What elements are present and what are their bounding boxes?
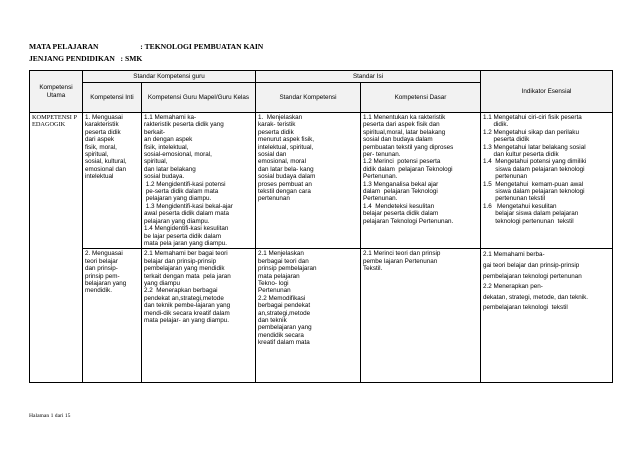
cell-line: 1.3 Menganalisa bekal ajar [363,180,439,188]
cell-line: sosial dan budaya dalam [363,136,433,144]
cell-line: pembuatan tekstil yang diproses [363,143,454,151]
cell-line: 1.2 Mengidentifi-kasi potensi [144,180,226,188]
cell-line: belajar peserta didik dalam [363,210,439,218]
cell-line: karakteristik [85,121,119,129]
cell-line: an dengan aspek [144,136,193,144]
cell-line: berbagai pendekat [258,302,311,310]
cell-line: fisik, intelektual, [144,143,189,151]
cell-line: pembelajaran teknologi tekstil [483,304,568,312]
cell-line: pe-serta didik dalam mata [144,188,219,196]
kompetensi-guru-cell [142,113,256,249]
header-indikator-esensial: Indikator Esensial [481,71,613,113]
cell-line: 1.1 Mengetahui ciri-ciri fisik peserta [483,114,582,121]
cell-line: Tekno- logi [258,279,289,287]
cell-line: intelektual, spiritual, [258,143,314,151]
cell-line: peserta didik [85,128,121,136]
cell-line: Pertenunan. [363,195,398,203]
standar-kompetensi-cell [256,113,361,249]
cell-line: sosial, kultural, [85,158,127,166]
cell-line: pertenunan [483,173,528,181]
cell-line: spiritual, [144,158,168,166]
cell-line: 1.3 Mengidentifi-kasi bekal-ajar [144,202,233,210]
cell-line: 1. Menguasai [85,114,123,121]
cell-line: pendekat an,strategi,metode [144,294,224,302]
cell-line: menurut aspek fisik, [258,136,315,144]
header-kompetensi-guru-mapel: Kompetensi Guru Mapel/Guru Kelas [142,83,256,113]
cell-line: 2.1 Memahami ber bagai teori [144,250,228,258]
level-heading: JENJANG PENDIDIKAN : SMK [29,54,143,63]
cell-line: mendi-dik secara kreatif dalam [144,309,230,317]
cell-line: proses pembuat an [258,180,312,188]
cell-line: pembe lajaran Pertenunan [363,257,438,265]
cell-line: siswa dalam pelajaran teknologi [483,165,585,173]
subject-heading: MATA PELAJARAN : TEKNOLOGI PEMBUATAN KAIN [29,42,264,51]
header-kompetensi-dasar: Kompetensi Dasar [361,83,481,113]
cell-line: pelajaran Teknologi Pertenunan. [363,217,454,225]
cell-line: pertenunan [258,195,290,203]
cell-line: 1.1 Menentukan ka rakteristik [363,114,446,121]
cell-line: yang diampu [144,279,181,287]
cell-line: dan prinsip- [85,265,118,273]
kompetensi-dasar-cell [361,113,481,249]
cell-line: 1. Menjelaskan [258,114,303,121]
cell-line: dekatan, strategi, metode, dan teknik. [483,293,589,301]
cell-line: belajar dan prinsip-prinsip [144,257,217,265]
cell-line: 1.4 Mengetahui potensi yang dimiliki [483,158,587,166]
cell-line: didik. [483,121,509,129]
cell-line: spiritual, [85,151,109,159]
header-kompetensi-inti: Kompetensi Inti [83,83,142,113]
header-standar-kompetensi-guru: Standar Kompetensi guru [83,71,256,83]
cell-line: belajaran yang [85,279,127,287]
table-row [30,113,613,249]
cell-line: sosial-emosional, moral, [144,151,212,159]
cell-line: an,strategi,metode [258,309,311,317]
cell-line: pembelajaran yang [258,324,312,332]
cell-line: prinsip pem- [85,272,120,280]
cell-line: emosional, moral [258,158,306,166]
cell-line: 2. Menguasai [85,250,123,258]
cell-line: emosional dan [85,165,126,173]
header-standar-isi: Standar Isi [256,71,481,83]
cell-line: terkait dengan mata pela jaran [144,272,231,280]
header-kompetensi-utama: Kompetensi Utama [30,71,83,113]
page-number: Halaman 1 dari 15 [29,413,71,419]
cell-line: 1.4 Mendeteksi kesulitan [363,202,435,210]
cell-line: teori belajar [85,257,118,265]
cell-line: 1.6 Mengetahui kesulitan [483,202,557,210]
cell-line: tekstil dengan cara [258,188,311,196]
cell-line: sosial budaya dalam [258,173,316,181]
table-row [30,249,613,383]
kompetensi-utama-cell: KOMPETENSI PEDAGOGIK [30,113,83,383]
cell-line: kreatif dalam mata [258,339,310,347]
cell-line: dan teknik [258,316,287,324]
cell-line: karak- teristik [258,121,296,129]
cell-line: mata pelajar- an yang diampu. [144,316,230,324]
cell-line: sosial dan [258,151,287,159]
cell-line: peserta didik [258,128,294,136]
cell-line: Tekstil. [363,265,383,273]
cell-line: 1.3 Mengetahui latar belakang sosial [483,143,586,151]
cell-line: dan latar bela- kang [258,165,314,173]
cell-line: berbagai teori dan [258,257,309,265]
cell-line: awal peserta didik dalam mata [144,210,230,218]
cell-line: dari aspek [85,136,115,144]
cell-line: peserta dari aspek fisik dan [363,121,440,129]
cell-line: mata pelajaran [258,272,300,280]
cell-line: 1.2 Mengetahui sikap dan perilaku [483,128,579,136]
cell-line: pembelajaran teknologi pertenunan [483,272,582,280]
cell-line: rakteristik peserta didik yang [144,121,224,129]
kompetensi-dasar-cell [361,249,481,383]
kompetensi-inti-cell [83,113,142,249]
curriculum-table [29,70,613,383]
header-standar-kompetensi: Standar Kompetensi [256,83,361,113]
cell-line: sosial budaya. [144,173,185,181]
cell-line: siswa dalam pelajaran teknologi [483,188,585,196]
cell-line: berkait- [144,128,165,136]
cell-line: 1.4 Mengidentifi-kasi kesulitan [144,225,229,233]
cell-line: didik dalam pelajaran Teknologi [363,165,453,173]
cell-line: dalam pelajaran Teknologi [363,188,438,196]
cell-line: pertenunan tekstil [483,195,545,203]
cell-line: fisik, moral, [85,143,117,151]
cell-line: 2.1 Merinci teori dan prinsip [363,250,441,258]
cell-line: 1.1 Memahami ka- [144,114,197,121]
cell-line: Pertenunan [258,287,291,295]
cell-line: belajar siswa dalam pelajaran [483,210,579,218]
indikator-cell [481,113,613,249]
cell-line: peserta didik [483,136,530,144]
cell-line: be lajar peserta didik dalam [144,232,222,240]
cell-line: gai teori belajar dan prinsip-prinsip [483,261,580,269]
cell-line: pembelajaran yang mendidik [144,265,225,273]
kompetensi-inti-cell [83,249,142,383]
cell-line: dan kultur peserta didik [483,151,559,159]
kompetensi-guru-cell [142,249,256,383]
cell-line: teknologi pertenunan tekstil [483,217,574,225]
cell-line: mata pela jaran yang diampu. [144,239,227,247]
cell-line: pelajaran yang diampu. [144,195,212,203]
cell-line: mendidik secara [258,331,304,339]
cell-line: 2.1 Menjelaskan [258,250,304,258]
cell-line: mendidik. [85,287,112,295]
cell-line: prinsip pembelajaran [258,265,317,273]
cell-line: spiritual,moral, latar belakang [363,128,446,136]
cell-line: Pertenunan. [363,173,398,181]
cell-line: 1.2 Merinci potensi peserta [363,158,441,166]
cell-line: dan latar belakang [144,165,196,173]
cell-line: per- tenunan. [363,151,401,159]
indikator-cell [481,249,613,383]
cell-line: 2.1 Memahami berba- [483,251,545,259]
cell-line: dan teknik pembe-lajaran yang [144,302,231,310]
cell-line: 2.2 Menerapkan berbagai [144,287,218,295]
cell-line: 2.2 Memodifikasi [258,294,306,302]
cell-line: intelektual [85,173,114,181]
standar-kompetensi-cell [256,249,361,383]
cell-line: pelajaran yang diampu. [144,217,210,225]
cell-line: 1.5 Mengetahui kemam-puan awal [483,180,584,188]
cell-line: 2.2 Menerapkan pen- [483,283,543,291]
